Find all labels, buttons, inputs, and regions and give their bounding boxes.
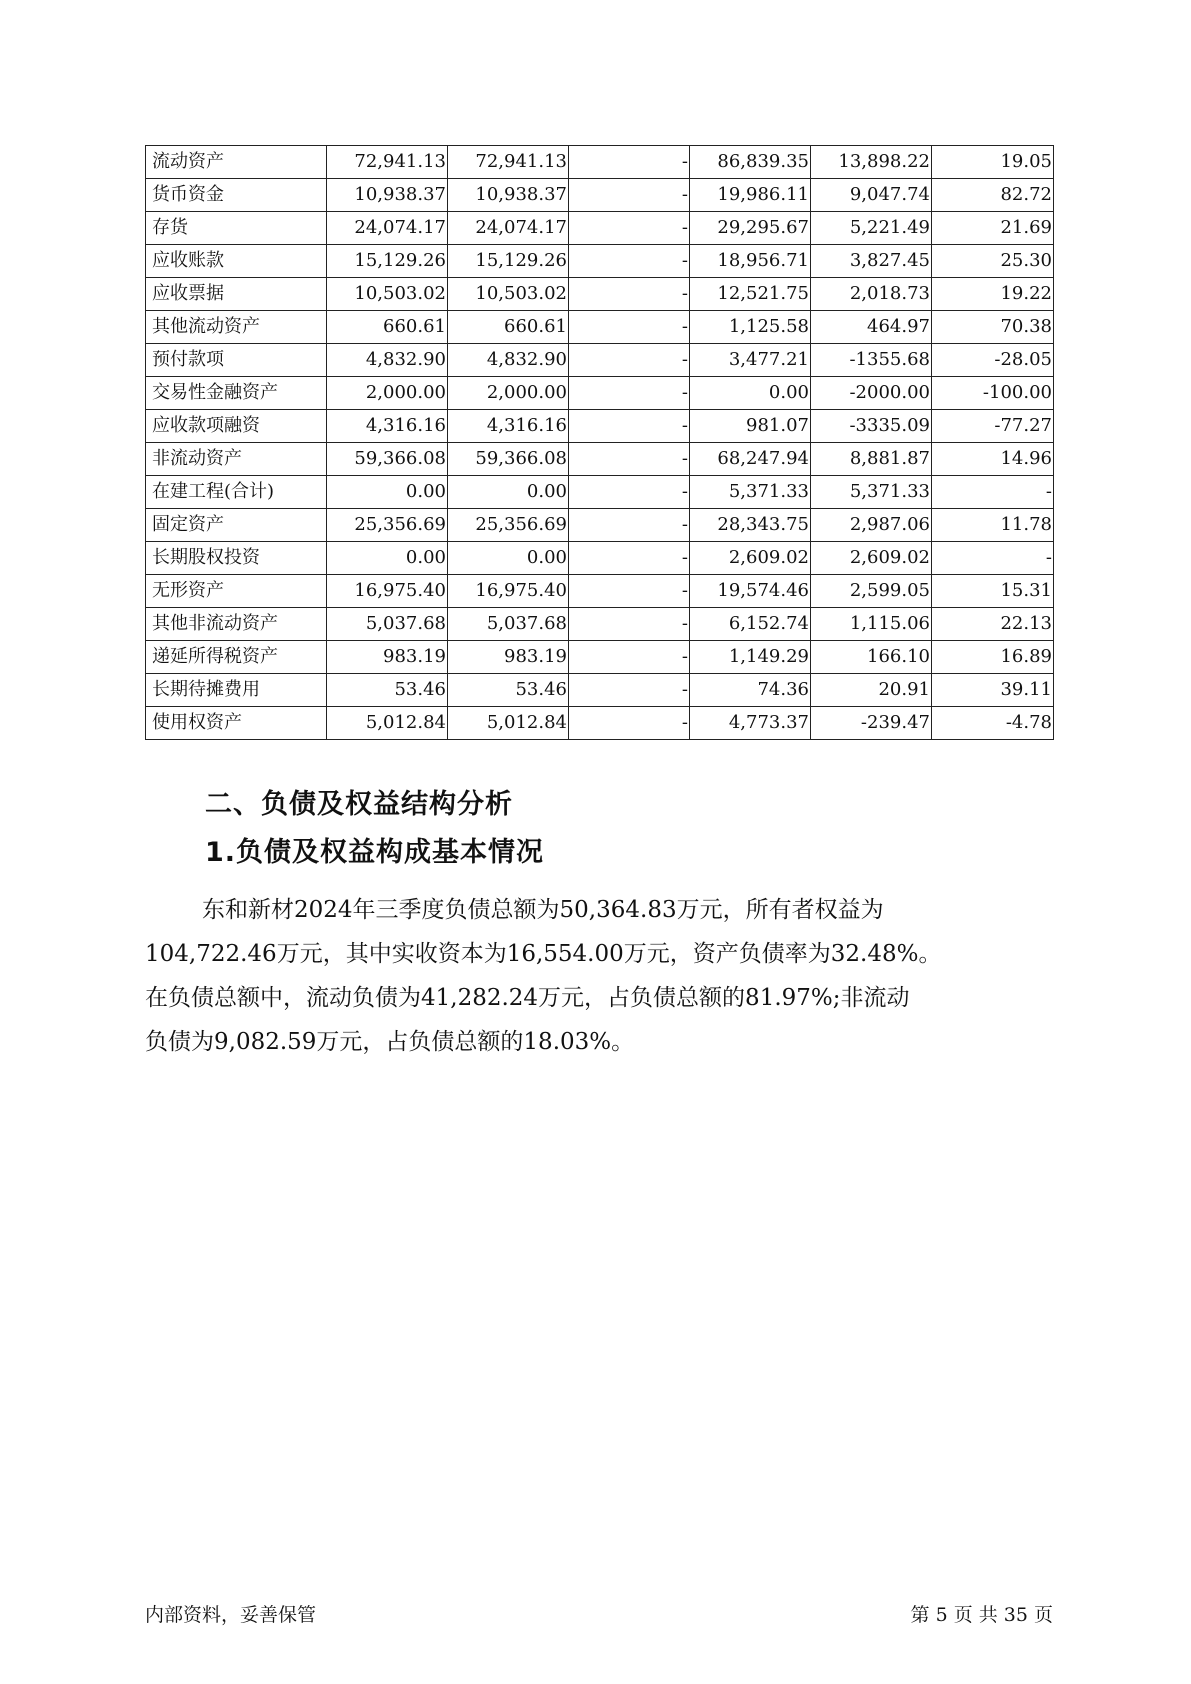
row-label-cell: 固定资产 bbox=[146, 509, 327, 542]
value-cell: 39.11 bbox=[932, 674, 1054, 707]
value-cell: 74.36 bbox=[690, 674, 811, 707]
value-cell: 25.30 bbox=[932, 245, 1054, 278]
value-cell: -2000.00 bbox=[811, 377, 932, 410]
value-cell: 6,152.74 bbox=[690, 608, 811, 641]
value-cell: 10,503.02 bbox=[327, 278, 448, 311]
table-row bbox=[146, 245, 1054, 278]
value-cell: 983.19 bbox=[327, 641, 448, 674]
table-row bbox=[146, 344, 1054, 377]
value-cell: - bbox=[569, 212, 690, 245]
value-cell: 19,574.46 bbox=[690, 575, 811, 608]
value-cell: 25,356.69 bbox=[448, 509, 569, 542]
table-row bbox=[146, 608, 1054, 641]
row-label-cell: 其他非流动资产 bbox=[146, 608, 327, 641]
value-cell: 13,898.22 bbox=[811, 146, 932, 179]
paragraph-line: 104,722.46万元，其中实收资本为16,554.00万元，资产负债率为32.48%。 bbox=[145, 941, 942, 967]
value-cell: 16,975.40 bbox=[327, 575, 448, 608]
paragraph-line: 负债为9,082.59万元，占负债总额的18.03%。 bbox=[145, 1029, 635, 1055]
row-label-cell: 流动资产 bbox=[146, 146, 327, 179]
value-cell: -100.00 bbox=[932, 377, 1054, 410]
value-cell: 28,343.75 bbox=[690, 509, 811, 542]
value-cell: 5,371.33 bbox=[811, 476, 932, 509]
value-cell: 19,986.11 bbox=[690, 179, 811, 212]
value-cell: 10,938.37 bbox=[448, 179, 569, 212]
table-row bbox=[146, 212, 1054, 245]
value-cell: 19.22 bbox=[932, 278, 1054, 311]
table-row bbox=[146, 707, 1054, 740]
value-cell: 2,987.06 bbox=[811, 509, 932, 542]
value-cell: - bbox=[569, 377, 690, 410]
value-cell: 5,012.84 bbox=[327, 707, 448, 740]
value-cell: 10,503.02 bbox=[448, 278, 569, 311]
section-heading: 二、负债及权益结构分析 bbox=[205, 789, 513, 820]
value-cell: 2,018.73 bbox=[811, 278, 932, 311]
paragraph-line: 东和新材2024年三季度负债总额为50,364.83万元，所有者权益为 bbox=[202, 897, 884, 923]
row-label-cell: 应收款项融资 bbox=[146, 410, 327, 443]
table-row bbox=[146, 278, 1054, 311]
value-cell: - bbox=[569, 509, 690, 542]
value-cell: 29,295.67 bbox=[690, 212, 811, 245]
value-cell: 15,129.26 bbox=[327, 245, 448, 278]
value-cell: 18,956.71 bbox=[690, 245, 811, 278]
value-cell: - bbox=[932, 542, 1054, 575]
value-cell: 464.97 bbox=[811, 311, 932, 344]
value-cell: 981.07 bbox=[690, 410, 811, 443]
value-cell: 25,356.69 bbox=[327, 509, 448, 542]
value-cell: 24,074.17 bbox=[327, 212, 448, 245]
value-cell: -239.47 bbox=[811, 707, 932, 740]
value-cell: 70.38 bbox=[932, 311, 1054, 344]
value-cell: 10,938.37 bbox=[327, 179, 448, 212]
value-cell: 2,000.00 bbox=[327, 377, 448, 410]
table-body bbox=[146, 146, 1054, 740]
value-cell: - bbox=[569, 245, 690, 278]
value-cell: 5,037.68 bbox=[327, 608, 448, 641]
value-cell: 72,941.13 bbox=[327, 146, 448, 179]
value-cell: 4,832.90 bbox=[327, 344, 448, 377]
value-cell: - bbox=[569, 146, 690, 179]
value-cell: -3335.09 bbox=[811, 410, 932, 443]
value-cell: 660.61 bbox=[327, 311, 448, 344]
table-row bbox=[146, 674, 1054, 707]
value-cell: 2,609.02 bbox=[811, 542, 932, 575]
value-cell: 983.19 bbox=[448, 641, 569, 674]
value-cell: 59,366.08 bbox=[448, 443, 569, 476]
value-cell: 0.00 bbox=[327, 476, 448, 509]
value-cell: 4,773.37 bbox=[690, 707, 811, 740]
value-cell: 16,975.40 bbox=[448, 575, 569, 608]
value-cell: 1,125.58 bbox=[690, 311, 811, 344]
value-cell: - bbox=[569, 542, 690, 575]
row-label-cell: 长期股权投资 bbox=[146, 542, 327, 575]
value-cell: - bbox=[569, 608, 690, 641]
value-cell: 5,371.33 bbox=[690, 476, 811, 509]
row-label-cell: 长期待摊费用 bbox=[146, 674, 327, 707]
row-label-cell: 交易性金融资产 bbox=[146, 377, 327, 410]
footer-page-number: 第 5 页 共 35 页 bbox=[910, 1604, 1053, 1626]
value-cell: 4,316.16 bbox=[327, 410, 448, 443]
table-row bbox=[146, 311, 1054, 344]
value-cell: 82.72 bbox=[932, 179, 1054, 212]
value-cell: 3,827.45 bbox=[811, 245, 932, 278]
value-cell: - bbox=[569, 641, 690, 674]
value-cell: 59,366.08 bbox=[327, 443, 448, 476]
value-cell: 14.96 bbox=[932, 443, 1054, 476]
value-cell: - bbox=[569, 575, 690, 608]
value-cell: 86,839.35 bbox=[690, 146, 811, 179]
row-label-cell: 货币资金 bbox=[146, 179, 327, 212]
table-row bbox=[146, 641, 1054, 674]
value-cell: 24,074.17 bbox=[448, 212, 569, 245]
subsection-heading: 1.负债及权益构成基本情况 bbox=[205, 837, 545, 868]
value-cell: - bbox=[569, 179, 690, 212]
value-cell: 53.46 bbox=[327, 674, 448, 707]
table-row bbox=[146, 443, 1054, 476]
value-cell: 68,247.94 bbox=[690, 443, 811, 476]
value-cell: 4,832.90 bbox=[448, 344, 569, 377]
value-cell: 20.91 bbox=[811, 674, 932, 707]
row-label-cell: 非流动资产 bbox=[146, 443, 327, 476]
value-cell: 0.00 bbox=[690, 377, 811, 410]
asset-structure-table bbox=[145, 145, 1054, 740]
asset-table-container bbox=[145, 145, 1053, 740]
value-cell: - bbox=[569, 443, 690, 476]
value-cell: 9,047.74 bbox=[811, 179, 932, 212]
table-row bbox=[146, 476, 1054, 509]
value-cell: 0.00 bbox=[448, 542, 569, 575]
row-label-cell: 应收票据 bbox=[146, 278, 327, 311]
table-row bbox=[146, 410, 1054, 443]
value-cell: 15.31 bbox=[932, 575, 1054, 608]
value-cell: 5,221.49 bbox=[811, 212, 932, 245]
table-row bbox=[146, 377, 1054, 410]
value-cell: 660.61 bbox=[448, 311, 569, 344]
row-label-cell: 应收账款 bbox=[146, 245, 327, 278]
value-cell: 166.10 bbox=[811, 641, 932, 674]
value-cell: 5,012.84 bbox=[448, 707, 569, 740]
value-cell: - bbox=[569, 707, 690, 740]
row-label-cell: 使用权资产 bbox=[146, 707, 327, 740]
value-cell: - bbox=[569, 278, 690, 311]
value-cell: 0.00 bbox=[327, 542, 448, 575]
value-cell: 22.13 bbox=[932, 608, 1054, 641]
value-cell: 2,609.02 bbox=[690, 542, 811, 575]
value-cell: -77.27 bbox=[932, 410, 1054, 443]
value-cell: -1355.68 bbox=[811, 344, 932, 377]
liability-paragraph bbox=[145, 888, 1055, 1064]
value-cell: - bbox=[569, 674, 690, 707]
table-row bbox=[146, 542, 1054, 575]
row-label-cell: 其他流动资产 bbox=[146, 311, 327, 344]
value-cell: 15,129.26 bbox=[448, 245, 569, 278]
value-cell: 19.05 bbox=[932, 146, 1054, 179]
value-cell: 5,037.68 bbox=[448, 608, 569, 641]
value-cell: - bbox=[569, 476, 690, 509]
value-cell: 53.46 bbox=[448, 674, 569, 707]
value-cell: 72,941.13 bbox=[448, 146, 569, 179]
row-label-cell: 递延所得税资产 bbox=[146, 641, 327, 674]
row-label-cell: 存货 bbox=[146, 212, 327, 245]
table-row bbox=[146, 179, 1054, 212]
table-row bbox=[146, 509, 1054, 542]
paragraph-line: 在负债总额中，流动负债为41,282.24万元，占负债总额的81.97%;非流动 bbox=[145, 985, 910, 1011]
row-label-cell: 在建工程(合计) bbox=[146, 476, 327, 509]
value-cell: 0.00 bbox=[448, 476, 569, 509]
row-label-cell: 预付款项 bbox=[146, 344, 327, 377]
value-cell: -28.05 bbox=[932, 344, 1054, 377]
value-cell: 1,115.06 bbox=[811, 608, 932, 641]
value-cell: - bbox=[569, 410, 690, 443]
value-cell: -4.78 bbox=[932, 707, 1054, 740]
value-cell: 12,521.75 bbox=[690, 278, 811, 311]
value-cell: - bbox=[569, 344, 690, 377]
value-cell: 1,149.29 bbox=[690, 641, 811, 674]
value-cell: 8,881.87 bbox=[811, 443, 932, 476]
table-row bbox=[146, 146, 1054, 179]
value-cell: 16.89 bbox=[932, 641, 1054, 674]
value-cell: - bbox=[569, 311, 690, 344]
value-cell: 4,316.16 bbox=[448, 410, 569, 443]
table-row bbox=[146, 575, 1054, 608]
footer-confidential-note: 内部资料，妥善保管 bbox=[145, 1604, 317, 1626]
value-cell: 2,599.05 bbox=[811, 575, 932, 608]
value-cell: 21.69 bbox=[932, 212, 1054, 245]
value-cell: 11.78 bbox=[932, 509, 1054, 542]
value-cell: 2,000.00 bbox=[448, 377, 569, 410]
value-cell: - bbox=[932, 476, 1054, 509]
row-label-cell: 无形资产 bbox=[146, 575, 327, 608]
value-cell: 3,477.21 bbox=[690, 344, 811, 377]
